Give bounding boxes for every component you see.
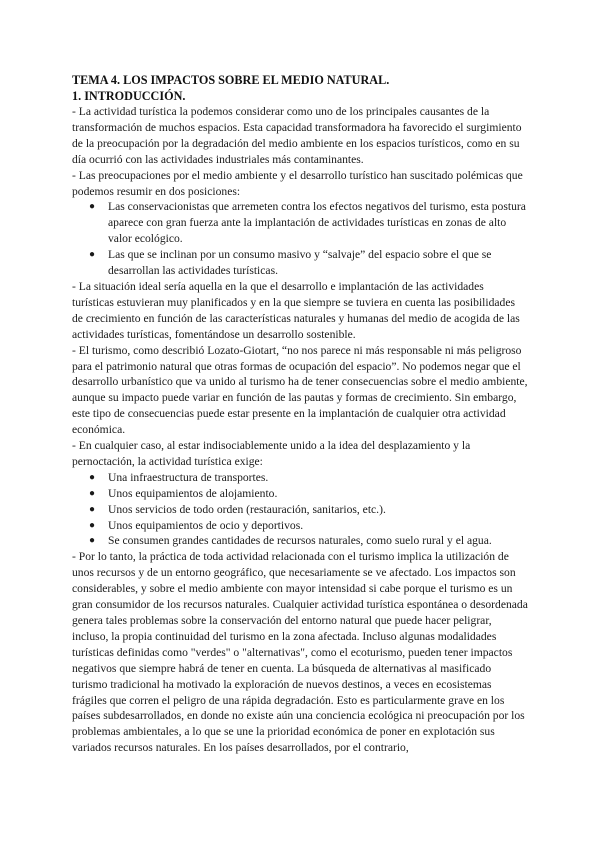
list-item-text: Unos equipamientos de ocio y deportivos. (108, 518, 304, 532)
document-title: TEMA 4. LOS IMPACTOS SOBRE EL MEDIO NATURAL. (72, 73, 390, 87)
list-item-text: Se consumen grandes cantidades de recursos naturales, como suelo rural y el agua. (108, 534, 492, 548)
paragraph-5: - En cualquier caso, al estar indisociablemente unido a la idea del desplazamiento y la pernoctación, la actividad turística exige: (72, 439, 471, 468)
paragraph-1: - La actividad turística la podemos considerar como uno de los principales causantes de la transformación de muchos espacios. Esta capacidad transformadora ha favorecido el surgimiento de la preocupación por la degradación del medio ambiente en los espacios turísticos, como en su día ocurrió con las actividades industriales más contaminantes. (72, 105, 522, 166)
bullet-icon: ● (89, 201, 96, 213)
positions-list (72, 199, 528, 279)
list-item (72, 247, 528, 279)
list-item (72, 518, 528, 534)
bullet-icon: ● (89, 471, 96, 483)
list-item-text: Unos equipamientos de alojamiento. (108, 486, 278, 500)
list-item (72, 502, 528, 518)
paragraph-4: - El turismo, como describió Lozato-Giotart, “no nos parece ni más responsable ni más peligroso para el patrimonio natural que otras formas de ocupación del espacio”. No podemos negar que el desarrollo urbanístico que va unido al turismo ha de tener consecuencias sobre el medio ambiente, aunque su impacto puede variar en función de las pautas y formas de crecimiento. Sin embargo, este tipo de consecuencias puede estar presente en la implantación de cualquier otra actividad económica. (72, 343, 528, 437)
list-item-text: Las que se inclinan por un consumo masivo y “salvaje” del espacio sobre el que se desarrollan las actividades turísticas. (108, 248, 492, 278)
paragraph-6: - Por lo tanto, la práctica de toda actividad relacionada con el turismo implica la utilización de unos recursos y de un entorno geográfico, que necesariamente se ve afectado. Los impactos son considerables, y sobre el medio ambiente con mayor intensidad si cabe porque el turismo es un gran consumidor de los recursos naturales. Cualquier actividad turística espontánea o desordenada genera tales problemas sobre la conservación del entorno natural que puede hacer peligrar, incluso, la propia continuidad del turismo en la zona afectada. Incluso algunas modalidades turísticas definidas como "verdes" o "alternativas", como el ecoturismo, pueden tener impactos negativos que siempre habrá de tener en cuenta. La búsqueda de alternativas al masificado turismo tradicional ha motivado la exploración de nuevos destinos, a veces en ecosistemas frágiles que corren el peligro de una rápida degradación. Esto es particularmente grave en los países subdesarrollados, en donde no existe aún una conciencia ecológica ni preocupación por los problemas ambientales, a lo que se une la prioridad económica de poner en explotación sus variados recursos naturales. En los países desarrollados, por el contrario, (72, 550, 528, 755)
list-item (72, 199, 528, 247)
list-item (72, 486, 528, 502)
paragraph-2: - Las preocupaciones por el medio ambiente y el desarrollo turístico han suscitado polémicas que podemos resumir en dos posiciones: (72, 168, 523, 198)
bullet-icon: ● (89, 487, 96, 499)
list-item-text: Unos servicios de todo orden (restauración, sanitarios, etc.). (108, 502, 386, 516)
list-item (72, 533, 528, 549)
paragraph-3: - La situación ideal sería aquella en la que el desarrollo e implantación de las actividades turísticas estuvieran muy planificados y en la que siempre se tuviera en cuenta las posibilidades de crecimiento en función de las características naturales y humanas del medio de acogida de las actividades turísticas, fomentándose un desarrollo sostenible. (72, 279, 520, 341)
list-item-text: Una infraestructura de transportes. (108, 470, 269, 484)
requirements-list (72, 470, 528, 550)
bullet-icon: ● (89, 535, 96, 547)
list-item-text: Las conservacionistas que arremeten contra los efectos negativos del turismo, esta postura aparece con gran fuerza ante la implantación de actividades turísticas en zonas de alto valor ecológico. (108, 200, 526, 246)
section-heading: 1. INTRODUCCIÓN. (72, 89, 186, 103)
bullet-icon: ● (89, 519, 96, 531)
bullet-icon: ● (89, 249, 96, 261)
list-item (72, 470, 528, 486)
bullet-icon: ● (89, 503, 96, 515)
document-page (72, 72, 528, 756)
